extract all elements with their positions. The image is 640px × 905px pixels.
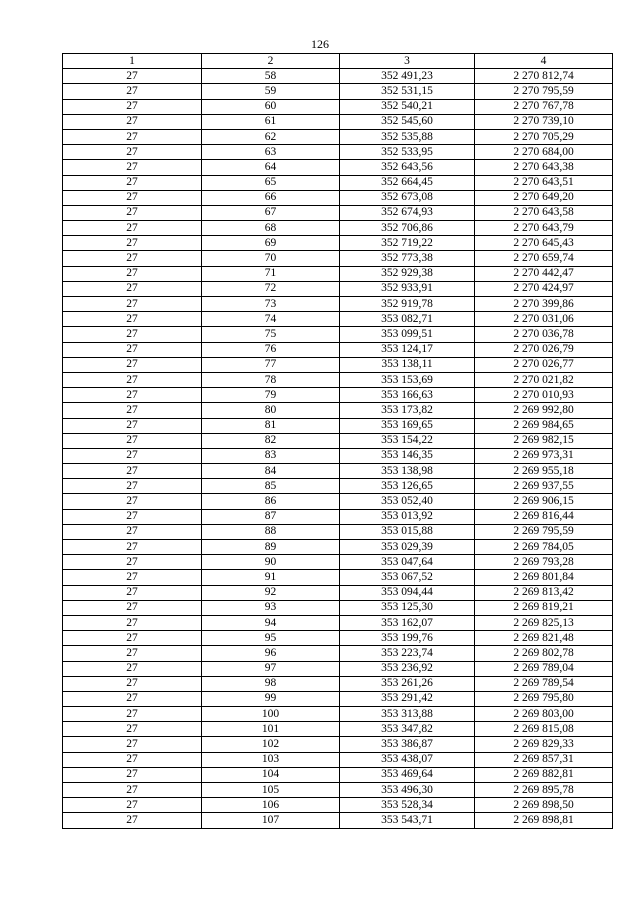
cell-y-coordinate: 2 269 857,31	[475, 752, 613, 767]
cell-y-coordinate: 2 270 659,74	[475, 251, 613, 266]
cell-y-coordinate: 2 269 973,31	[475, 448, 613, 463]
cell-point-number: 59	[202, 84, 340, 99]
table-row	[63, 540, 613, 555]
cell-y-coordinate: 2 270 767,78	[475, 99, 613, 114]
cell-x-coordinate: 353 094,44	[340, 585, 475, 600]
cell-x-coordinate: 353 347,82	[340, 722, 475, 737]
cell-point-number: 75	[202, 327, 340, 342]
cell-y-coordinate: 2 269 816,44	[475, 509, 613, 524]
cell-x-coordinate: 353 047,64	[340, 555, 475, 570]
cell-section: 27	[63, 418, 202, 433]
cell-section: 27	[63, 221, 202, 236]
cell-y-coordinate: 2 269 898,50	[475, 798, 613, 813]
table-row	[63, 691, 613, 706]
cell-x-coordinate: 353 138,98	[340, 464, 475, 479]
cell-section: 27	[63, 737, 202, 752]
cell-x-coordinate: 353 138,11	[340, 357, 475, 372]
cell-point-number: 66	[202, 190, 340, 205]
cell-y-coordinate: 2 269 813,42	[475, 585, 613, 600]
cell-section: 27	[63, 798, 202, 813]
cell-section: 27	[63, 342, 202, 357]
cell-y-coordinate: 2 269 992,80	[475, 403, 613, 418]
table-row	[63, 129, 613, 144]
table-row	[63, 312, 613, 327]
page-number: 126	[311, 37, 329, 51]
cell-point-number: 82	[202, 433, 340, 448]
table-row	[63, 813, 613, 828]
cell-y-coordinate: 2 270 812,74	[475, 69, 613, 84]
cell-section: 27	[63, 281, 202, 296]
table-row	[63, 433, 613, 448]
cell-point-number: 98	[202, 676, 340, 691]
cell-y-coordinate: 2 270 739,10	[475, 114, 613, 129]
cell-section: 27	[63, 691, 202, 706]
cell-x-coordinate: 352 533,95	[340, 145, 475, 160]
cell-y-coordinate: 2 269 784,05	[475, 540, 613, 555]
cell-y-coordinate: 2 269 815,08	[475, 722, 613, 737]
cell-x-coordinate: 353 543,71	[340, 813, 475, 828]
cell-x-coordinate: 353 223,74	[340, 646, 475, 661]
cell-x-coordinate: 352 674,93	[340, 205, 475, 220]
table-row	[63, 327, 613, 342]
table-row	[63, 388, 613, 403]
cell-section: 27	[63, 631, 202, 646]
table-row	[63, 767, 613, 782]
cell-point-number: 101	[202, 722, 340, 737]
cell-x-coordinate: 353 125,30	[340, 600, 475, 615]
table-row	[63, 661, 613, 676]
cell-point-number: 81	[202, 418, 340, 433]
cell-y-coordinate: 2 270 021,82	[475, 372, 613, 387]
cell-section: 27	[63, 312, 202, 327]
table-row	[63, 236, 613, 251]
cell-point-number: 93	[202, 600, 340, 615]
cell-x-coordinate: 352 706,86	[340, 221, 475, 236]
cell-y-coordinate: 2 270 649,20	[475, 190, 613, 205]
table-row	[63, 69, 613, 84]
cell-y-coordinate: 2 269 793,28	[475, 555, 613, 570]
table-row	[63, 175, 613, 190]
table-row	[63, 281, 613, 296]
table-row	[63, 448, 613, 463]
cell-y-coordinate: 2 269 819,21	[475, 600, 613, 615]
cell-section: 27	[63, 585, 202, 600]
cell-point-number: 71	[202, 266, 340, 281]
cell-section: 27	[63, 676, 202, 691]
cell-point-number: 89	[202, 540, 340, 555]
cell-point-number: 95	[202, 631, 340, 646]
cell-section: 27	[63, 372, 202, 387]
cell-y-coordinate: 2 269 803,00	[475, 707, 613, 722]
cell-point-number: 61	[202, 114, 340, 129]
cell-section: 27	[63, 661, 202, 676]
cell-y-coordinate: 2 269 825,13	[475, 615, 613, 630]
cell-x-coordinate: 353 015,88	[340, 524, 475, 539]
cell-section: 27	[63, 145, 202, 160]
cell-y-coordinate: 2 270 643,38	[475, 160, 613, 175]
cell-point-number: 86	[202, 494, 340, 509]
cell-y-coordinate: 2 269 789,04	[475, 661, 613, 676]
table-row	[63, 99, 613, 114]
cell-y-coordinate: 2 269 984,65	[475, 418, 613, 433]
cell-section: 27	[63, 479, 202, 494]
cell-x-coordinate: 353 126,65	[340, 479, 475, 494]
cell-x-coordinate: 353 146,35	[340, 448, 475, 463]
cell-point-number: 83	[202, 448, 340, 463]
cell-section: 27	[63, 190, 202, 205]
cell-x-coordinate: 352 531,15	[340, 84, 475, 99]
table-row	[63, 707, 613, 722]
cell-y-coordinate: 2 269 895,78	[475, 783, 613, 798]
table-row	[63, 418, 613, 433]
cell-y-coordinate: 2 270 645,43	[475, 236, 613, 251]
table-row	[63, 676, 613, 691]
cell-point-number: 102	[202, 737, 340, 752]
column-header: 4	[475, 54, 613, 69]
cell-section: 27	[63, 722, 202, 737]
cell-point-number: 68	[202, 221, 340, 236]
table-row	[63, 160, 613, 175]
cell-y-coordinate: 2 269 829,33	[475, 737, 613, 752]
cell-section: 27	[63, 615, 202, 630]
cell-section: 27	[63, 646, 202, 661]
cell-y-coordinate: 2 269 955,18	[475, 464, 613, 479]
cell-point-number: 106	[202, 798, 340, 813]
column-header: 1	[63, 54, 202, 69]
cell-x-coordinate: 352 545,60	[340, 114, 475, 129]
cell-y-coordinate: 2 270 399,86	[475, 297, 613, 312]
cell-y-coordinate: 2 269 906,15	[475, 494, 613, 509]
cell-point-number: 91	[202, 570, 340, 585]
table-row	[63, 372, 613, 387]
table-row	[63, 615, 613, 630]
cell-x-coordinate: 352 929,38	[340, 266, 475, 281]
cell-section: 27	[63, 357, 202, 372]
cell-section: 27	[63, 752, 202, 767]
cell-point-number: 58	[202, 69, 340, 84]
cell-x-coordinate: 353 154,22	[340, 433, 475, 448]
cell-section: 27	[63, 707, 202, 722]
table-row	[63, 494, 613, 509]
cell-point-number: 67	[202, 205, 340, 220]
coordinates-table	[62, 53, 613, 829]
cell-x-coordinate: 352 491,23	[340, 69, 475, 84]
cell-x-coordinate: 353 099,51	[340, 327, 475, 342]
table-row	[63, 524, 613, 539]
table-row	[63, 783, 613, 798]
cell-section: 27	[63, 600, 202, 615]
cell-section: 27	[63, 114, 202, 129]
cell-y-coordinate: 2 270 442,47	[475, 266, 613, 281]
cell-section: 27	[63, 570, 202, 585]
table-row	[63, 251, 613, 266]
cell-point-number: 92	[202, 585, 340, 600]
cell-section: 27	[63, 69, 202, 84]
cell-section: 27	[63, 403, 202, 418]
cell-y-coordinate: 2 270 795,59	[475, 84, 613, 99]
cell-y-coordinate: 2 269 795,80	[475, 691, 613, 706]
cell-y-coordinate: 2 270 705,29	[475, 129, 613, 144]
table-header-row	[63, 54, 613, 69]
cell-x-coordinate: 353 052,40	[340, 494, 475, 509]
table-row	[63, 555, 613, 570]
cell-x-coordinate: 352 673,08	[340, 190, 475, 205]
cell-x-coordinate: 352 719,22	[340, 236, 475, 251]
cell-y-coordinate: 2 269 789,54	[475, 676, 613, 691]
cell-point-number: 73	[202, 297, 340, 312]
table-row	[63, 752, 613, 767]
cell-point-number: 60	[202, 99, 340, 114]
cell-x-coordinate: 353 173,82	[340, 403, 475, 418]
cell-point-number: 97	[202, 661, 340, 676]
cell-section: 27	[63, 236, 202, 251]
cell-section: 27	[63, 251, 202, 266]
column-header: 2	[202, 54, 340, 69]
cell-point-number: 85	[202, 479, 340, 494]
cell-y-coordinate: 2 269 795,59	[475, 524, 613, 539]
cell-section: 27	[63, 175, 202, 190]
cell-point-number: 103	[202, 752, 340, 767]
table-row	[63, 145, 613, 160]
table-row	[63, 205, 613, 220]
cell-section: 27	[63, 205, 202, 220]
cell-x-coordinate: 352 773,38	[340, 251, 475, 266]
cell-x-coordinate: 353 153,69	[340, 372, 475, 387]
cell-y-coordinate: 2 270 684,00	[475, 145, 613, 160]
cell-x-coordinate: 352 535,88	[340, 129, 475, 144]
table-row	[63, 342, 613, 357]
cell-point-number: 69	[202, 236, 340, 251]
cell-x-coordinate: 353 067,52	[340, 570, 475, 585]
cell-y-coordinate: 2 269 802,78	[475, 646, 613, 661]
cell-point-number: 65	[202, 175, 340, 190]
cell-point-number: 79	[202, 388, 340, 403]
table-row	[63, 357, 613, 372]
cell-section: 27	[63, 767, 202, 782]
cell-x-coordinate: 352 540,21	[340, 99, 475, 114]
cell-section: 27	[63, 327, 202, 342]
cell-y-coordinate: 2 270 026,77	[475, 357, 613, 372]
table-row	[63, 737, 613, 752]
cell-x-coordinate: 353 313,88	[340, 707, 475, 722]
table-row	[63, 221, 613, 236]
cell-y-coordinate: 2 270 424,97	[475, 281, 613, 296]
cell-point-number: 100	[202, 707, 340, 722]
cell-y-coordinate: 2 270 643,51	[475, 175, 613, 190]
table-row	[63, 403, 613, 418]
cell-point-number: 74	[202, 312, 340, 327]
cell-point-number: 80	[202, 403, 340, 418]
cell-point-number: 72	[202, 281, 340, 296]
cell-point-number: 84	[202, 464, 340, 479]
cell-point-number: 94	[202, 615, 340, 630]
cell-section: 27	[63, 388, 202, 403]
table-body	[63, 69, 613, 828]
cell-section: 27	[63, 555, 202, 570]
cell-y-coordinate: 2 270 036,78	[475, 327, 613, 342]
cell-x-coordinate: 353 496,30	[340, 783, 475, 798]
cell-point-number: 78	[202, 372, 340, 387]
cell-y-coordinate: 2 269 882,81	[475, 767, 613, 782]
cell-x-coordinate: 353 438,07	[340, 752, 475, 767]
cell-y-coordinate: 2 269 898,81	[475, 813, 613, 828]
cell-point-number: 107	[202, 813, 340, 828]
cell-section: 27	[63, 494, 202, 509]
cell-y-coordinate: 2 270 010,93	[475, 388, 613, 403]
table-row	[63, 570, 613, 585]
cell-point-number: 63	[202, 145, 340, 160]
table-row	[63, 464, 613, 479]
cell-section: 27	[63, 297, 202, 312]
cell-point-number: 87	[202, 509, 340, 524]
cell-x-coordinate: 353 528,34	[340, 798, 475, 813]
cell-point-number: 90	[202, 555, 340, 570]
cell-x-coordinate: 352 933,91	[340, 281, 475, 296]
cell-section: 27	[63, 129, 202, 144]
cell-y-coordinate: 2 269 821,48	[475, 631, 613, 646]
cell-x-coordinate: 352 643,56	[340, 160, 475, 175]
cell-point-number: 104	[202, 767, 340, 782]
table-row	[63, 600, 613, 615]
cell-section: 27	[63, 266, 202, 281]
column-header: 3	[340, 54, 475, 69]
cell-x-coordinate: 353 291,42	[340, 691, 475, 706]
cell-x-coordinate: 353 386,87	[340, 737, 475, 752]
cell-section: 27	[63, 433, 202, 448]
cell-x-coordinate: 353 166,63	[340, 388, 475, 403]
cell-point-number: 105	[202, 783, 340, 798]
cell-y-coordinate: 2 270 026,79	[475, 342, 613, 357]
cell-y-coordinate: 2 270 643,58	[475, 205, 613, 220]
cell-y-coordinate: 2 269 937,55	[475, 479, 613, 494]
cell-x-coordinate: 353 261,26	[340, 676, 475, 691]
cell-x-coordinate: 353 013,92	[340, 509, 475, 524]
cell-x-coordinate: 353 162,07	[340, 615, 475, 630]
table-row	[63, 631, 613, 646]
cell-x-coordinate: 353 169,65	[340, 418, 475, 433]
cell-y-coordinate: 2 269 801,84	[475, 570, 613, 585]
cell-section: 27	[63, 813, 202, 828]
cell-section: 27	[63, 524, 202, 539]
table-row	[63, 297, 613, 312]
cell-section: 27	[63, 783, 202, 798]
cell-x-coordinate: 353 124,17	[340, 342, 475, 357]
cell-point-number: 64	[202, 160, 340, 175]
cell-point-number: 76	[202, 342, 340, 357]
cell-x-coordinate: 352 919,78	[340, 297, 475, 312]
table-row	[63, 266, 613, 281]
cell-point-number: 62	[202, 129, 340, 144]
cell-point-number: 88	[202, 524, 340, 539]
table-row	[63, 479, 613, 494]
cell-section: 27	[63, 509, 202, 524]
table-row	[63, 509, 613, 524]
cell-y-coordinate: 2 270 031,06	[475, 312, 613, 327]
cell-point-number: 99	[202, 691, 340, 706]
table-row	[63, 722, 613, 737]
table-row	[63, 646, 613, 661]
cell-section: 27	[63, 464, 202, 479]
cell-section: 27	[63, 160, 202, 175]
table-row	[63, 585, 613, 600]
table-row	[63, 114, 613, 129]
cell-section: 27	[63, 99, 202, 114]
cell-section: 27	[63, 84, 202, 99]
cell-x-coordinate: 353 199,76	[340, 631, 475, 646]
cell-y-coordinate: 2 270 643,79	[475, 221, 613, 236]
table-row	[63, 798, 613, 813]
cell-y-coordinate: 2 269 982,15	[475, 433, 613, 448]
cell-x-coordinate: 352 664,45	[340, 175, 475, 190]
cell-section: 27	[63, 448, 202, 463]
cell-x-coordinate: 353 029,39	[340, 540, 475, 555]
cell-x-coordinate: 353 082,71	[340, 312, 475, 327]
cell-point-number: 96	[202, 646, 340, 661]
cell-x-coordinate: 353 236,92	[340, 661, 475, 676]
cell-point-number: 70	[202, 251, 340, 266]
table-row	[63, 190, 613, 205]
cell-point-number: 77	[202, 357, 340, 372]
cell-x-coordinate: 353 469,64	[340, 767, 475, 782]
cell-section: 27	[63, 540, 202, 555]
table-row	[63, 84, 613, 99]
